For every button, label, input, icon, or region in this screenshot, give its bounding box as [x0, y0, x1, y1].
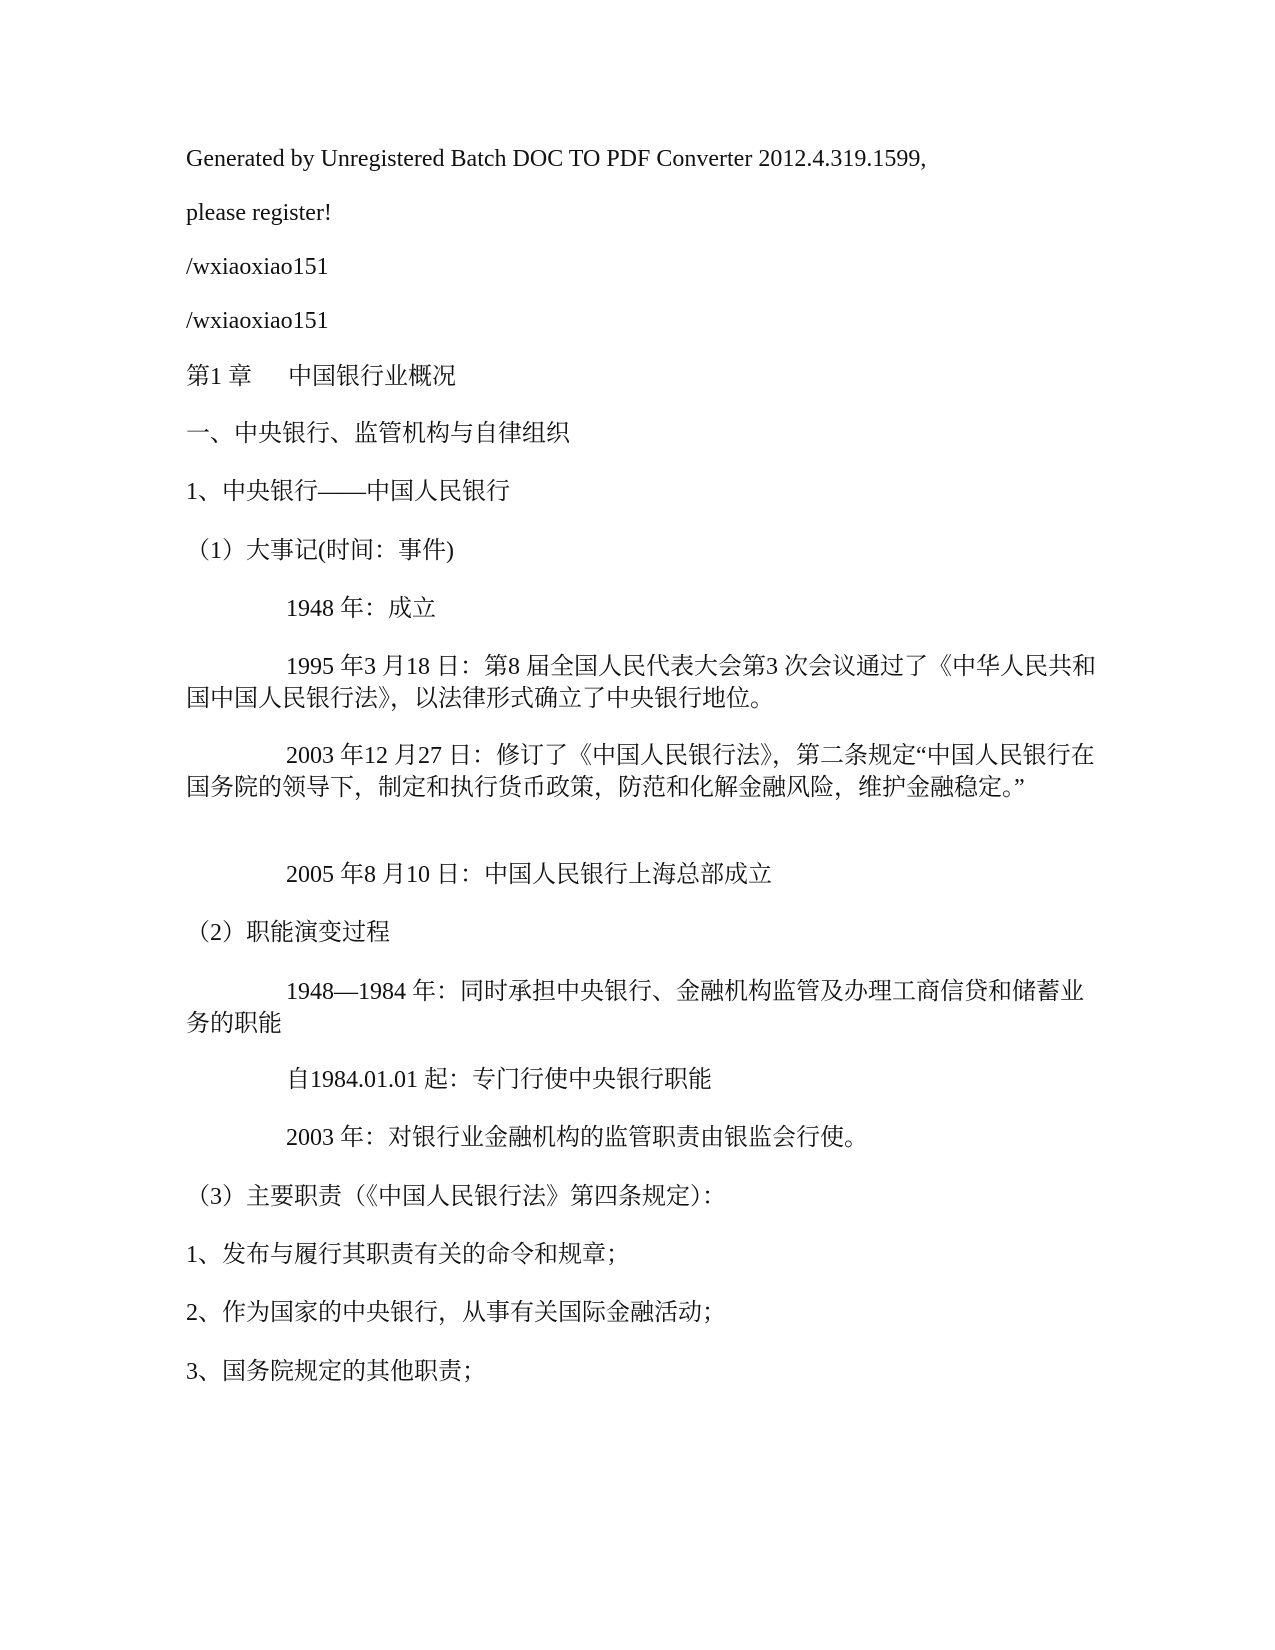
duties-heading: （3）主要职责（《中国人民银行法》第四条规定）：: [186, 1184, 726, 1210]
chapter-heading: [186, 361, 1101, 393]
event-item: 2005 年8 月10 日：中国人民银行上海总部成立: [286, 862, 772, 888]
chapter-title: 中国银行业概况: [288, 364, 456, 390]
evolution-item: 1948—1984 年：同时承担中央银行、金融机构监管及办理工商信贷和储蓄业务的职能: [186, 979, 1084, 1037]
event-item: 1948 年：成立: [286, 596, 436, 622]
source-link-2[interactable]: /wxiaoxiao151: [186, 308, 329, 334]
event-item: 1995 年3 月18 日：第8 届全国人民代表大会第3 次会议通过了《中华人民共和国中国人民银行法》，以法律形式确立了中央银行地位。: [186, 654, 1096, 712]
event-item: 2003 年12 月27 日：修订了《中国人民银行法》，第二条规定“中国人民银行在国务院的领导下，制定和执行货币政策，防范和化解金融风险，维护金融稳定。”: [186, 743, 1095, 801]
chapter-number: 第1 章: [186, 364, 252, 390]
duty-item: 2、作为国家的中央银行，从事有关国际金融活动；: [186, 1300, 726, 1326]
events-heading: （1）大事记(时间：事件): [186, 538, 454, 564]
evolution-heading: （2）职能演变过程: [186, 920, 390, 946]
subsection-heading: 1、中央银行——中国人民银行: [186, 479, 510, 505]
source-link-1[interactable]: /wxiaoxiao151: [186, 254, 329, 280]
evolution-item: 自1984.01.01 起：专门行使中央银行职能: [286, 1067, 712, 1093]
evolution-item: 2003 年：对银行业金融机构的监管职责由银监会行使。: [286, 1125, 868, 1151]
converter-notice-line1: Generated by Unregistered Batch DOC TO PDF Converter 2012.4.319.1599,: [186, 146, 927, 172]
duty-item: 3、国务院规定的其他职责；: [186, 1359, 486, 1385]
converter-notice-line2: please register!: [186, 200, 332, 226]
section-heading: 一、中央银行、监管机构与自律组织: [186, 421, 570, 447]
duty-item: 1、发布与履行其职责有关的命令和规章；: [186, 1242, 630, 1268]
